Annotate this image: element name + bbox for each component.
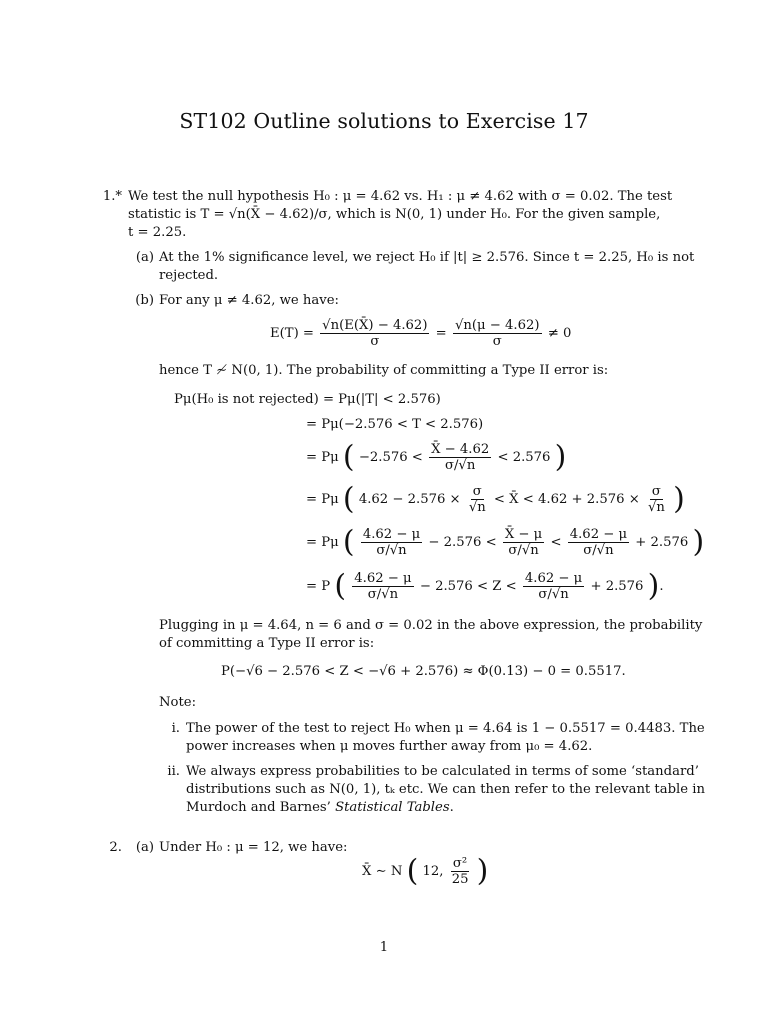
note-ii-line-2: distributions such as N(0, 1), tₖ etc. We can then refer to the relevant table in (186, 782, 705, 797)
note-i-label: i. (171, 721, 180, 736)
q2-part-a-line-1: Under H₀ : μ = 12, we have: (159, 840, 348, 855)
page-number: 1 (379, 940, 389, 955)
derivation-line-2: = Pμ(−2.576 < T < 2.576) (306, 417, 484, 432)
derivation-line-4: = Pμ ( 4.62 − 2.576 × $\frac{\sigma}{√n}$ < X̄ < 4.62 + 2.576 × $\frac{\sigma}{√n}$ ) (306, 481, 685, 517)
q1-intro-line-3: t = 2.25. (128, 225, 187, 240)
plugging-line-1: Plugging in μ = 4.64, n = 6 and σ = 0.02 in the above expression, the probability (159, 618, 703, 633)
question-2-number: 2. (109, 840, 122, 855)
note-heading: Note: (159, 695, 197, 710)
q2-part-a-label: (a) (135, 840, 154, 855)
q1-part-a-line-1: At the 1% significance level, we reject H₀ if |t| ≥ 2.576. Since t = 2.25, H₀ is not (159, 250, 695, 265)
q1-part-a-line-2: rejected. (159, 268, 219, 283)
final-probability-equation: P(−√6 − 2.576 < Z < −√6 + 2.576) ≈ Φ(0.13) − 0 = 0.5517. (221, 664, 626, 679)
q1-part-b-label: (b) (135, 293, 154, 308)
note-ii-label: ii. (167, 764, 180, 779)
note-i-line-2: power increases when μ moves further away from μ₀ = 4.62. (186, 739, 593, 754)
et-fraction-2: $\frac{√n(\mu - 4.62)}{\sigma}$ (454, 318, 540, 349)
q1-intro-line-2: statistic is T = √n(X̄ − 4.62)/σ, which is N(0, 1) under H₀. For the given sample, (128, 207, 661, 222)
q1-part-a-label: (a) (135, 250, 154, 265)
derivation-line-5: = Pμ ( $\frac{4.62 - \mu}{\sigma/√n}$ − 2.576 < $\frac{X̄ - \mu}{\sigma/√n}$ < $\frac{4.62 - \mu}{\sigma/√n}$ + 2.576 ) (306, 524, 705, 560)
expectation-equation (270, 318, 571, 349)
derivation-line-1: Pμ(H₀ is not rejected) = Pμ(|T| < 2.576) (174, 392, 441, 407)
note-i-line-1: The power of the test to reject H₀ when μ = 4.64 is 1 − 0.5517 = 0.4483. The (186, 721, 705, 736)
book-title: Statistical Tables (335, 800, 450, 815)
et-lhs: E(T) = (270, 326, 314, 341)
plugging-line-2: of committing a Type II error is: (159, 636, 375, 651)
et-equals: = (435, 326, 447, 341)
hence-line: hence T ≁ N(0, 1). The probability of committing a Type II error is: (159, 363, 609, 378)
note-ii-line-1: We always express probabilities to be calculated in terms of some ‘standard’ (186, 764, 699, 779)
q1-part-b-line-1: For any μ ≠ 4.62, we have: (159, 293, 339, 308)
derivation-line-3: = Pμ ( −2.576 < $\frac{X̄ - 4.62}{\sigma/√n}$ < 2.576 ) (306, 439, 567, 475)
note-ii-line-3: Murdoch and Barnes’ Statistical Tables. (186, 800, 454, 815)
sample-mean-distribution: X̄ ∼ N ( 12, $\frac{\text{σ²}}{25}$ ) (362, 853, 489, 889)
q1-intro-line-1: We test the null hypothesis H₀ : μ = 4.62 vs. H₁ : μ ≠ 4.62 with σ = 0.02. The test (128, 189, 673, 204)
question-1-number: 1.* (102, 189, 122, 204)
et-fraction-1: $\frac{√n(E(X̄) - 4.62)}{\sigma}$ (322, 318, 428, 349)
page-title: ST102 Outline solutions to Exercise 17 (179, 109, 589, 133)
derivation-line-6: = P ( $\frac{4.62 - \mu}{\sigma/√n}$ − 2.576 < Z < $\frac{4.62 - \mu}{\sigma/√n}$ + 2.576 ). (306, 568, 664, 604)
et-not-zero: ≠ 0 (547, 326, 572, 341)
